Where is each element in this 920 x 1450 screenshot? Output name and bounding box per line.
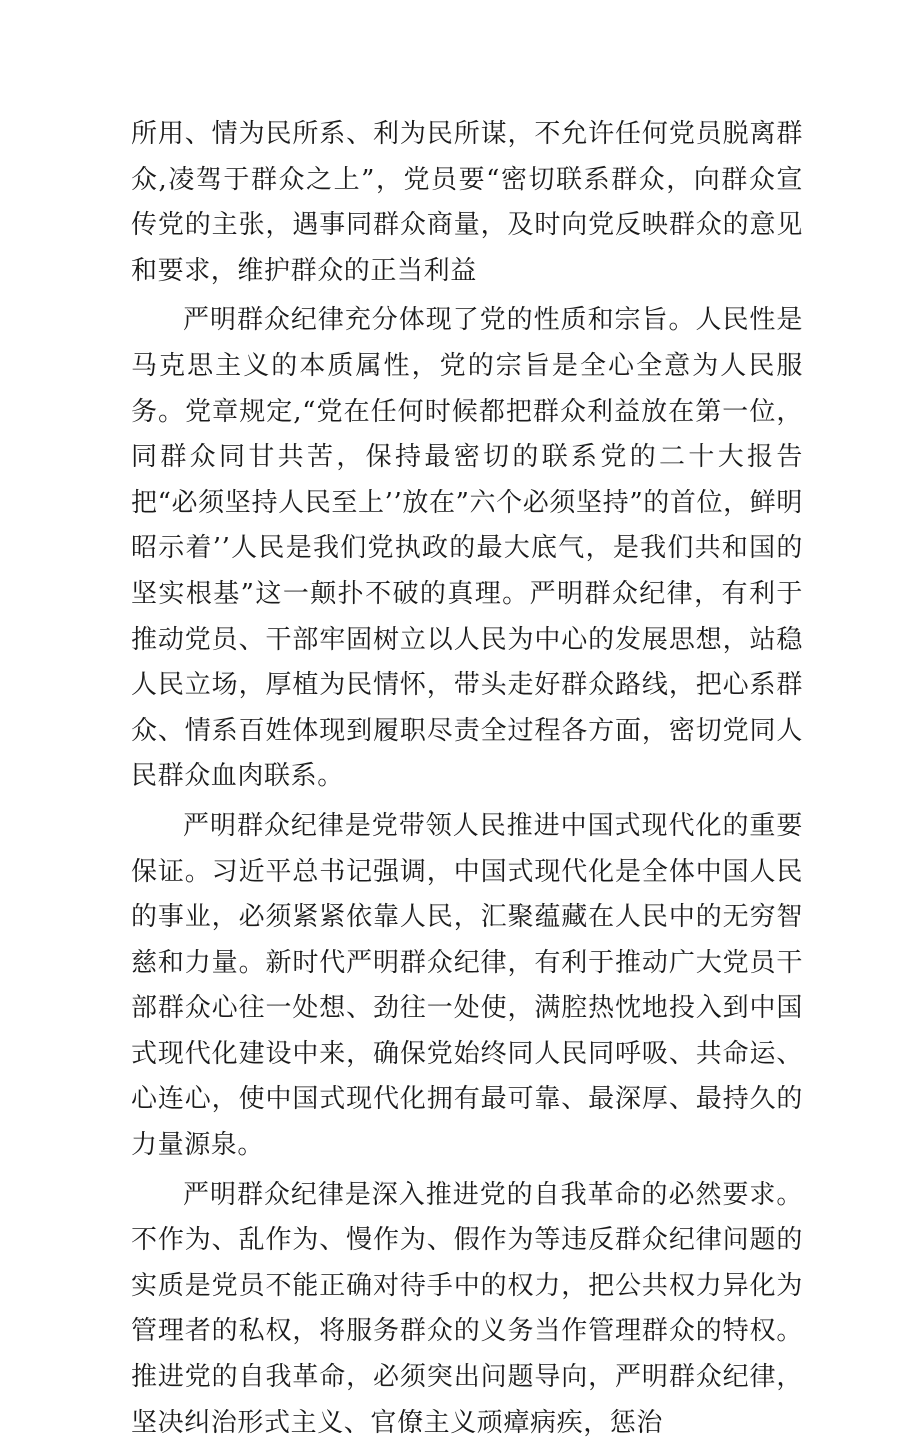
paragraph-3: 严明群众纪律是党带领人民推进中国式现代化的重要保证。习近平总书记强调，中国式现代化是全体中国人民的事业，必须紧紧依靠人民，汇聚蕴藏在人民中的无穷智慈和力量。新时代严明群众纪律，有利于推动广大党员干部群众心往一处想、劲往一处使，满腔热忱地投入到中国式现代化建设中来，确保党始终同人民同呼吸、共命运、心连心，使中国式现代化拥有最可靠、最深厚、最持久的力量源泉。	[131, 810, 803, 1161]
paragraph-1: 所用、情为民所系、利为民所谋，不允许任何党员脱离群众,凌驾于群众之上”，党员要“密切联系群众，向群众宣传党的主张，遇事同群众商量，及时向党反映群众的意见和要求，维护群众的正当利益	[131, 119, 803, 286]
document-body	[131, 112, 803, 1450]
paragraph-2: 严明群众纪律充分体现了党的性质和宗旨。人民性是马克思主义的本质属性，党的宗旨是全心全意为人民服务。党章规定,“党在任何时候都把群众利益放在第一位，同群众同甘共苦，保持最密切的联系党的二十大报告把“必须坚持人民至上’’放在”六个必须坚持”的首位，鲜明昭示着’’人民是我们党执政的最大底气，是我们共和国的坚实根基”这一颠扑不破的真理。严明群众纪律，有利于推动党员、干部牢固树立以人民为中心的发展思想，站稳人民立场，厚植为民情怀，带头走好群众路线，把心系群众、情系百姓体现到履职尽责全过程各方面，密切党同人民群众血肉联系。	[131, 305, 803, 792]
paragraph-4: 严明群众纪律是深入推进党的自我革命的必然要求。不作为、乱作为、慢作为、假作为等违反群众纪律问题的实质是党员不能正确对待手中的权力，把公共权力异化为管理者的私权，将服务群众的义务当作管理群众的特权。推进党的自我革命，必须突出问题导向，严明群众纪律，坚决纠治形式主义、官僚主义顽瘴病疾，惩治	[131, 1179, 803, 1438]
